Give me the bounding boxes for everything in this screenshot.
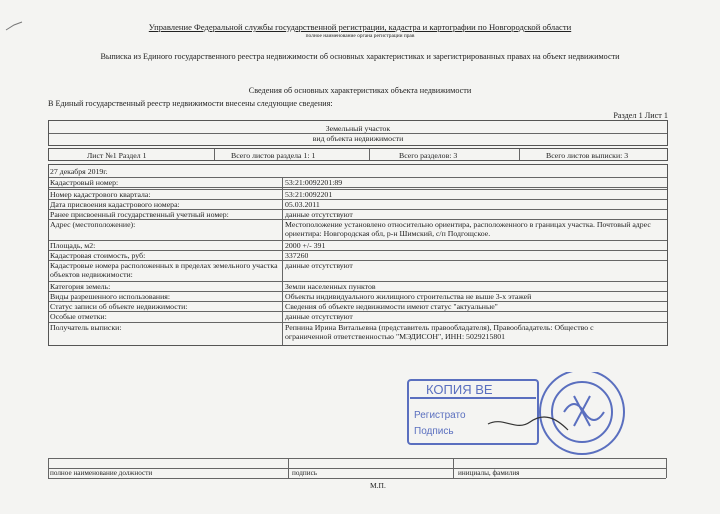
row-value: Сведения об объекте недвижимости имеют статус "актуальные" xyxy=(285,302,498,311)
agency-caption: полное наименование органа регистрации прав xyxy=(305,33,415,39)
row-value: данные отсутствуют xyxy=(285,312,353,321)
svg-text:КОПИЯ ВЕ: КОПИЯ ВЕ xyxy=(426,382,493,397)
row-label: Особые отметки: xyxy=(50,312,107,321)
row-label: Кадастровая стоимость, руб: xyxy=(50,251,146,260)
row-value: Репнина Ирина Витальевна (представитель правообладателя), Правообладатель: Общество с ограниченной ответственностью "МЭДИСОН", ИНН: 5029215801 xyxy=(285,323,594,341)
row-value: данные отсутствуют xyxy=(285,261,353,270)
svg-text:Регистрато: Регистрато xyxy=(414,410,466,421)
signature-label: подпись xyxy=(292,469,318,477)
sheet-reference: Раздел 1 Лист 1 xyxy=(613,111,668,120)
object-type: Земельный участок xyxy=(325,124,391,133)
row-label: Ранее присвоенный государственный учетный номер: xyxy=(50,210,229,219)
copy-stamp xyxy=(398,372,642,468)
cadastral-number-label: Кадастровый номер: xyxy=(50,178,119,187)
total-sheets-extract: Всего листов выписки: 3 xyxy=(546,151,629,160)
svg-text:Подпись: Подпись xyxy=(414,426,454,437)
row-value: 53:21:0092201 xyxy=(285,190,333,199)
extract-date: 27 декабря 2019г. xyxy=(50,167,108,176)
total-sections: Всего разделов: 3 xyxy=(399,151,458,160)
extract-title: Выписка из Единого государственного реестра недвижимости об основных характеристиках и зарегистрированных правах на объект недвижимости xyxy=(100,52,620,61)
intro-text: В Единый государственный реестр недвижимости внесены следующие сведения: xyxy=(48,99,333,108)
total-sheets-section: Всего листов раздела 1: 1 xyxy=(231,151,316,160)
row-value: данные отсутствуют xyxy=(285,210,353,219)
stamp-graphic-icon xyxy=(398,372,642,468)
row-value: 2000 +/- 391 xyxy=(285,241,326,250)
row-value: Местоположение установлено относительно ориентира, расположенного в границах участка. Почтовый адрес ориентира: Новгородская обл, р-н Шимский, с/п Подгощское. xyxy=(285,220,651,238)
section-title: Сведения об основных характеристиках объекта недвижимости xyxy=(248,86,472,95)
row-value: 337260 xyxy=(285,251,309,260)
row-label: Виды разрешенного использования: xyxy=(50,292,171,301)
sheet-number: Лист №1 Раздел 1 xyxy=(87,151,147,160)
row-label: Категория земель: xyxy=(50,282,111,291)
object-type-box xyxy=(48,120,668,146)
seal-place-label: М.П. xyxy=(370,481,386,490)
cadastral-number-value: 53:21:0092201:89 xyxy=(285,178,343,187)
row-label: Получатель выписки: xyxy=(50,323,122,332)
row-value: 05.03.2011 xyxy=(285,200,320,209)
signature-table xyxy=(48,458,666,478)
initials-label: инициалы, фамилия xyxy=(458,469,520,477)
sheet-info-row xyxy=(48,148,668,161)
position-label: полное наименование должности xyxy=(50,469,153,477)
row-label: Дата присвоения кадастрового номера: xyxy=(50,200,180,209)
row-label: Кадастровые номера расположенных в пределах земельного участка объектов недвижимости: xyxy=(50,261,278,279)
data-table xyxy=(48,164,668,346)
row-value: Объекты индивидуального жилищного строительства не выше 3-х этажей xyxy=(285,292,532,301)
row-label: Статус записи об объекте недвижимости: xyxy=(50,302,188,311)
row-label: Номер кадастрового квартала: xyxy=(50,190,151,199)
agency-name: Управление Федеральной службы государственной регистрации, кадастра и картографии по Новгородской области xyxy=(148,22,572,32)
row-label: Площадь, м2: xyxy=(50,241,96,250)
row-label: Адрес (местоположение): xyxy=(50,220,136,229)
row-value: Земли населенных пунктов xyxy=(285,282,376,291)
object-type-caption: вид объекта недвижимости xyxy=(312,134,404,143)
